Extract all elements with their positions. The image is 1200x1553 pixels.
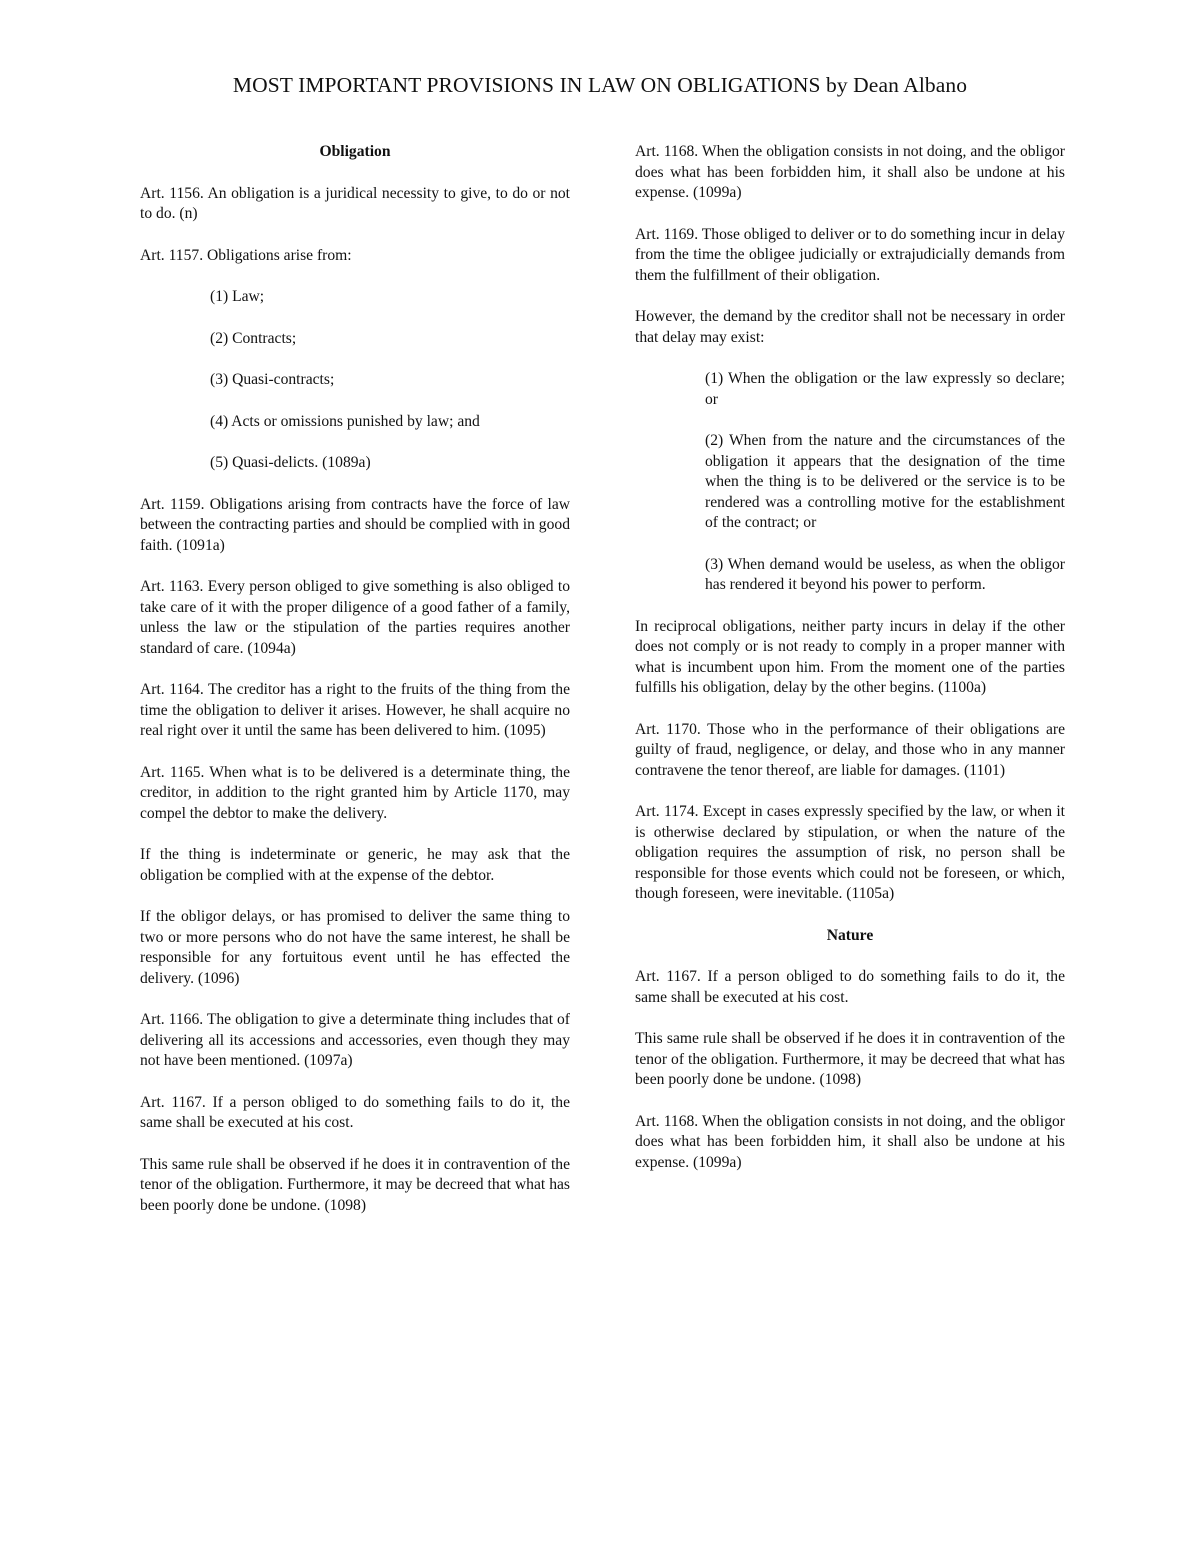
document-title: MOST IMPORTANT PROVISIONS IN LAW ON OBLIGATIONS by Dean Albano <box>232 73 968 97</box>
article-1159: Art. 1159. Obligations arising from contracts have the force of law between the contracting parties and should be complied with in good faith. (1091a) <box>140 495 570 554</box>
section-heading-obligation: Obligation <box>319 143 391 160</box>
article-1174: Art. 1174. Except in cases expressly specified by the law, or when it is otherwise declared by stipulation, or when the nature of the obligation requires the assumption of risk, no person shall be responsible for those events which could not be foreseen, or which, though foreseen, were inevitable. (1105a) <box>635 803 1065 902</box>
list-item-exception: (3) When demand would be useless, as when the obligor has rendered it beyond his power to perform. <box>705 555 1065 593</box>
article-1167-paragraph-2: This same rule shall be observed if he does it in contravention of the tenor of the obligation. Furthermore, it may be decreed that what has been poorly done be undone. (1098) <box>140 1155 570 1214</box>
article-1164: Art. 1164. The creditor has a right to the fruits of the thing from the time the obligation to deliver it arises. However, he shall acquire no real right over it until the same has been delivered to him. (1095) <box>140 681 570 739</box>
list-item-exception: (2) When from the nature and the circumstances of the obligation it appears that the designation of the time when the thing is to be delivered or the service is to be rendered was a controlling motive for the establishment of the contract; or <box>705 432 1065 531</box>
article-1167-paragraph-1: Art. 1167. If a person obliged to do something fails to do it, the same shall be executed at his cost. <box>140 1093 570 1131</box>
left-column <box>140 142 570 1237</box>
article-1169-paragraph-1: Art. 1169. Those obliged to deliver or to do something incur in delay from the time the obligee judicially or extrajudicially demands from them the fulfillment of their obligation. <box>635 225 1065 284</box>
article-1157: Art. 1157. Obligations arise from: <box>140 246 352 264</box>
article-1156: Art. 1156. An obligation is a juridical necessity to give, to do or not to do. (n) <box>140 184 570 222</box>
article-1169-paragraph-3: In reciprocal obligations, neither party incurs in delay if the other does not comply or is not ready to comply in a proper manner with what is incumbent upon him. From the moment one of the parties fulfills his obligation, delay by the other begins. (1100a) <box>635 617 1065 696</box>
article-1170: Art. 1170. Those who in the performance of their obligations are guilty of fraud, negligence, or delay, and those who in any manner contravene the tenor thereof, are liable for damages. (1101) <box>635 720 1065 779</box>
article-1168-repeat: Art. 1168. When the obligation consists in not doing, and the obligor does what has been forbidden him, it shall also be undone at his expense. (1099a) <box>635 1112 1065 1171</box>
article-1167-paragraph-2: This same rule shall be observed if he does it in contravention of the tenor of the obligation. Furthermore, it may be decreed that what has been poorly done be undone. (1098) <box>635 1030 1065 1088</box>
article-1168: Art. 1168. When the obligation consists in not doing, and the obligor does what has been forbidden him, it shall also be undone at his expense. (1099a) <box>635 143 1065 201</box>
article-1169-paragraph-2: However, the demand by the creditor shall not be necessary in order that delay may exist: <box>635 308 1065 346</box>
right-column <box>635 142 1065 1194</box>
list-item-source: (1) Law; <box>210 288 265 305</box>
list-item-source: (3) Quasi-contracts; <box>210 371 335 388</box>
article-1165-paragraph-2: If the thing is indeterminate or generic, he may ask that the obligation be complied with at the expense of the debtor. <box>140 846 570 884</box>
article-1165-paragraph-1: Art. 1165. When what is to be delivered is a determinate thing, the creditor, in addition to the right granted him by Article 1170, may compel the debtor to make the delivery. <box>140 763 570 822</box>
article-1163: Art. 1163. Every person obliged to give something is also obliged to take care of it with the proper diligence of a good father of a family, unless the law or the stipulation of the parties requires another standard of care. (1094a) <box>140 578 570 657</box>
list-item-source: (4) Acts or omissions punished by law; and <box>210 412 480 430</box>
article-1166: Art. 1166. The obligation to give a determinate thing includes that of delivering all its accessions and accessories, even though they may not have been mentioned. (1097a) <box>140 1011 570 1069</box>
list-item-source: (2) Contracts; <box>210 329 297 347</box>
list-item-source: (5) Quasi-delicts. (1089a) <box>210 454 371 471</box>
article-1165-paragraph-3: If the obligor delays, or has promised to deliver the same thing to two or more persons who do not have the same interest, he shall be responsible for any fortuitous event until he has effected the delivery. (1096) <box>140 908 570 987</box>
list-item-exception: (1) When the obligation or the law expressly so declare; or <box>705 370 1065 408</box>
section-heading-nature: Nature <box>826 926 874 944</box>
article-1167-paragraph-1: Art. 1167. If a person obliged to do something fails to do it, the same shall be executed at his cost. <box>635 968 1065 1006</box>
